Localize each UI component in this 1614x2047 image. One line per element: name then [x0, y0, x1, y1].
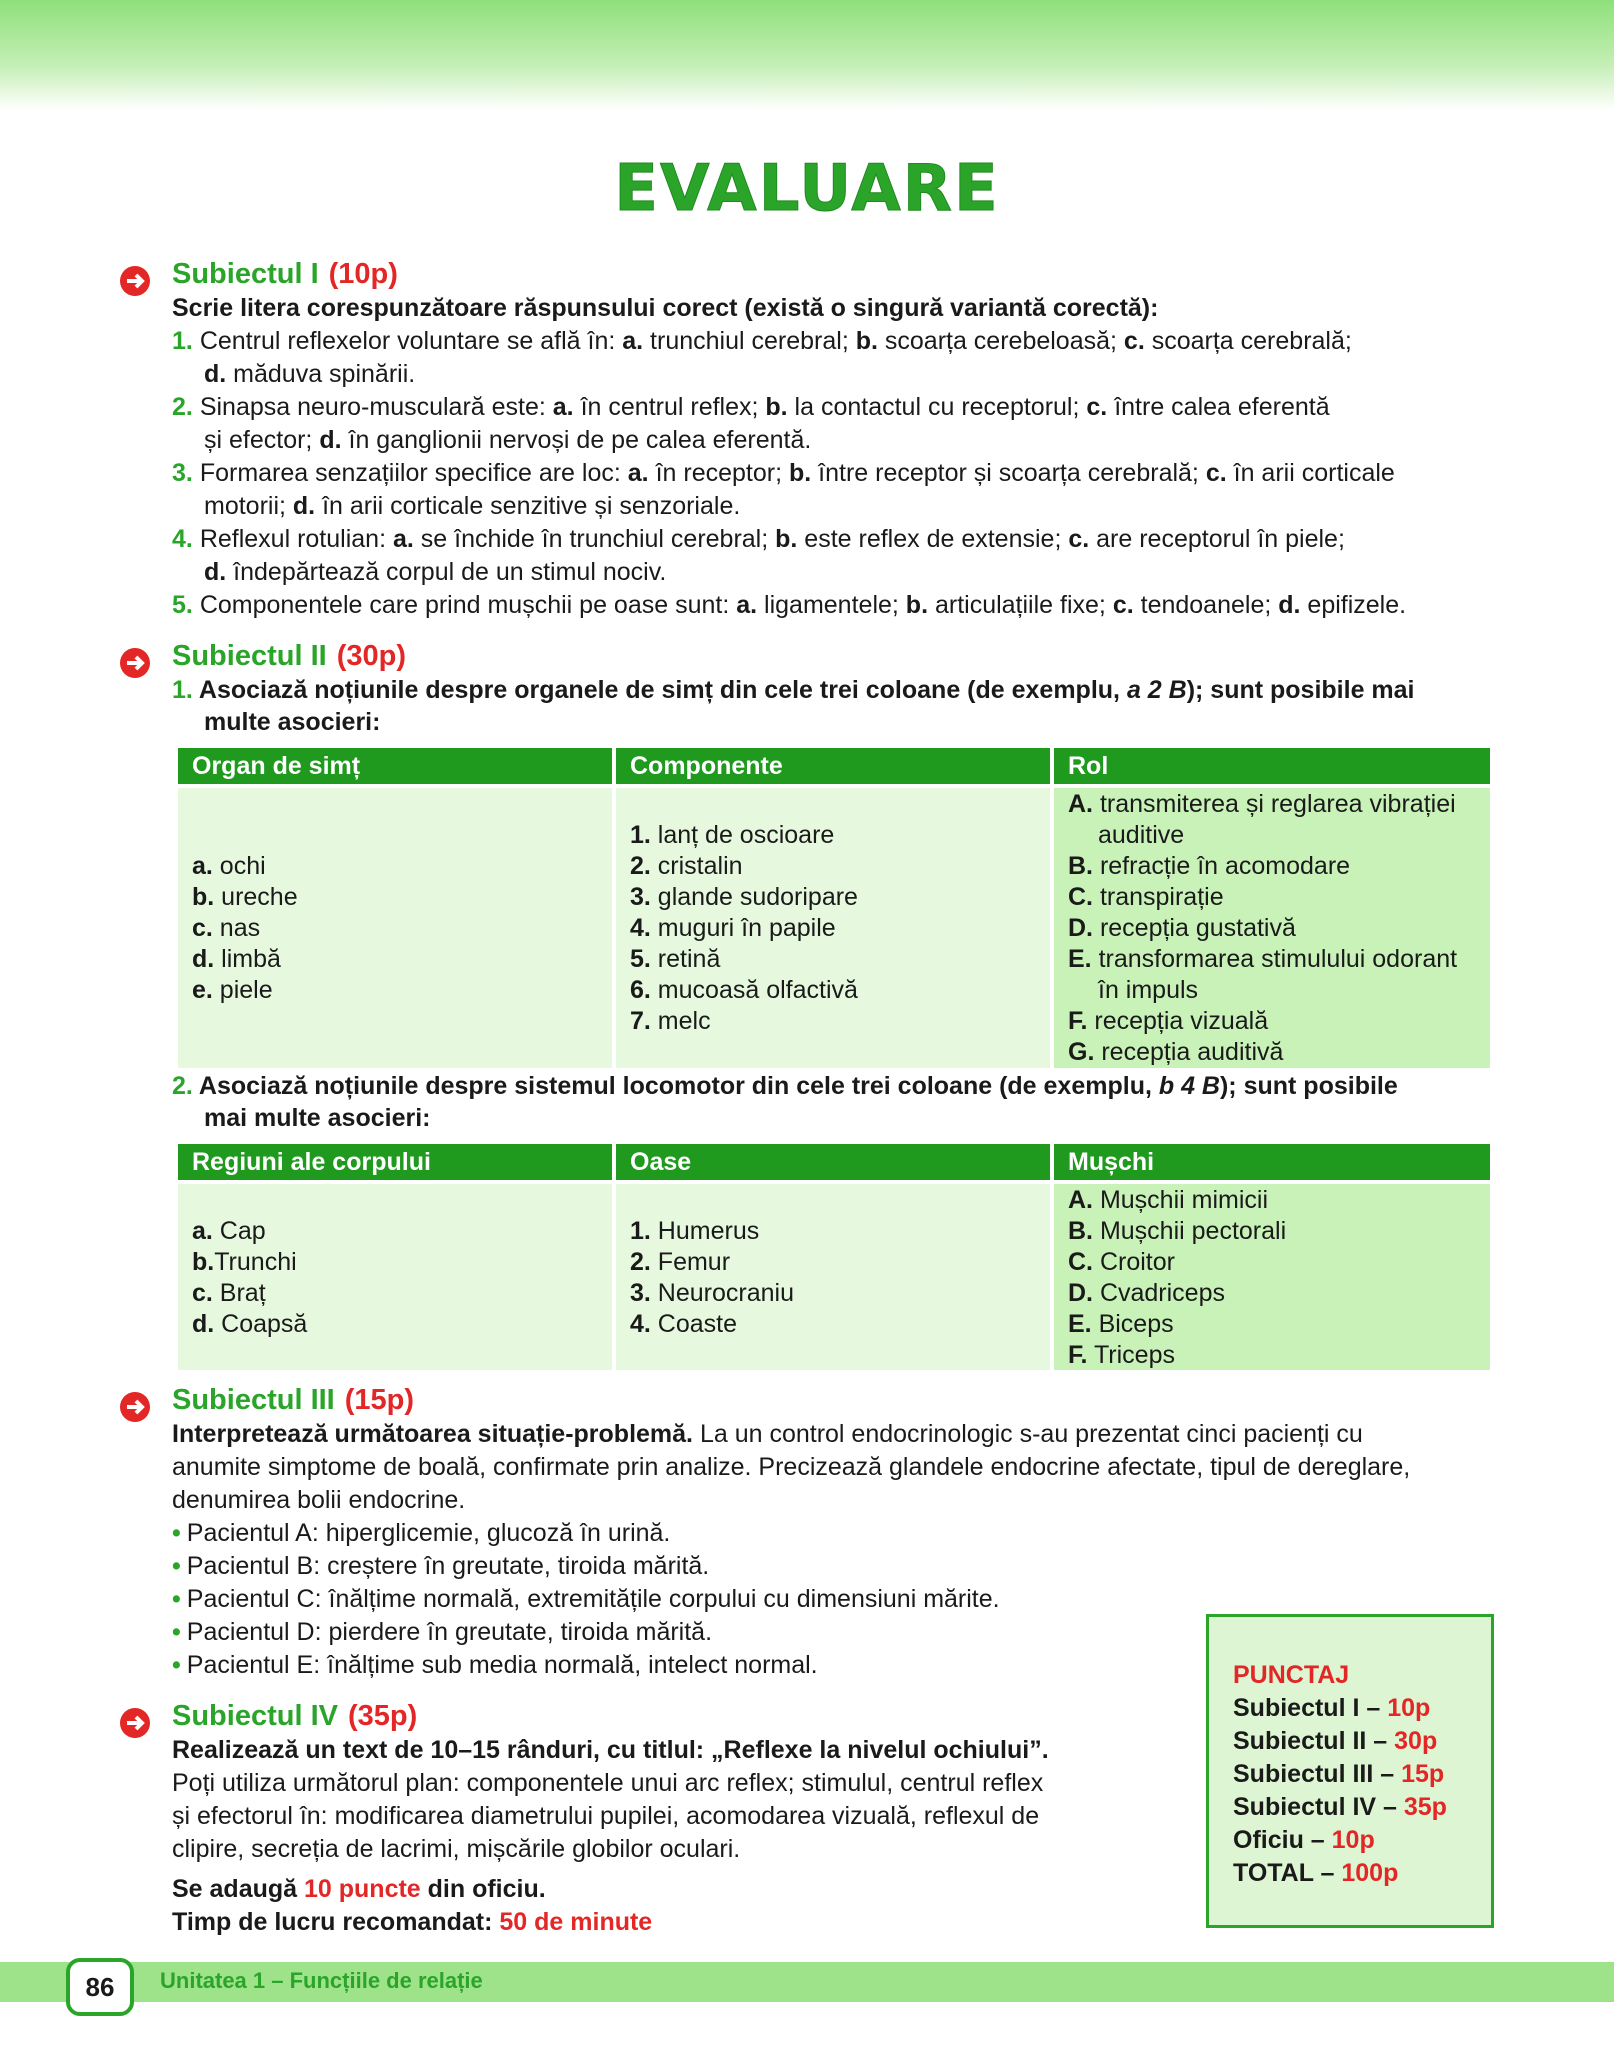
arrow-bullet-icon — [120, 266, 150, 296]
list-item: auditive — [1098, 821, 1185, 849]
page-title: EVALUARE — [614, 152, 1000, 226]
list-item: 7. melc — [630, 1007, 711, 1035]
question-5: 5. Componentele care prind mușchii pe oase sunt: a. ligamentele; b. articulațiile fixe; c. tendoanele; d. epifizele. — [172, 591, 1407, 619]
task-2-cont: mai multe asocieri: — [204, 1104, 431, 1132]
list-item: B. Mușchii pectorali — [1068, 1217, 1287, 1245]
section-heading: Subiectul IV (35p) — [172, 1700, 418, 1732]
list-item: c. Braț — [192, 1279, 266, 1307]
bullet-icon: • — [172, 1651, 181, 1679]
table-header: Regiuni ale corpului — [178, 1144, 612, 1180]
table-header: Rol — [1054, 748, 1490, 784]
list-item: A. transmiterea și reglarea vibrației — [1068, 790, 1456, 818]
list-item: a. Cap — [192, 1217, 266, 1245]
question-1: 1. Centrul reflexelor voluntare se află în: a. trunchiul cerebral; b. scoarța cerebeloasă; c. scoarța cerebrală; — [172, 327, 1352, 355]
bullet-icon: • — [172, 1618, 181, 1646]
time-note: Timp de lucru recomandat: 50 de minute — [172, 1908, 653, 1936]
punctaj-row: TOTAL – 100p — [1233, 1859, 1399, 1887]
bullet-icon: • — [172, 1552, 181, 1580]
table-cell — [178, 1184, 612, 1370]
list-item: E. transformarea stimulului odorant — [1068, 945, 1458, 973]
list-item: 5. retină — [630, 945, 721, 973]
table-header: Organ de simț — [178, 748, 612, 784]
list-item: F. Triceps — [1068, 1341, 1175, 1369]
section-subiectul-1 — [120, 258, 1500, 628]
list-item: 3. Neurocraniu — [630, 1279, 794, 1307]
question-4-cont: d. îndepărtează corpul de un stimul nociv. — [204, 558, 667, 586]
list-item: 2. Femur — [630, 1248, 731, 1276]
list-item: b.Trunchi — [192, 1248, 297, 1276]
arrow-bullet-icon — [120, 1708, 150, 1738]
table-header: Componente — [616, 748, 1050, 784]
list-item: D. Cvadriceps — [1068, 1279, 1225, 1307]
punctaj-row: Oficiu – 10p — [1233, 1826, 1375, 1854]
question-2: 2. Sinapsa neuro-musculară este: a. în centrul reflex; b. la contactul cu receptorul; c. între calea eferentă — [172, 393, 1330, 421]
section-subiectul-4 — [120, 1700, 1170, 1950]
section-subiectul-2 — [120, 640, 1500, 736]
list-item: C. transpirație — [1068, 883, 1224, 911]
task-2: 2. Asociază noțiunile despre sistemul locomotor din cele trei coloane (de exemplu, b 4 B); sunt posibile — [172, 1072, 1398, 1100]
punctaj-row: Subiectul IV – 35p — [1233, 1793, 1447, 1821]
question-3-cont: motorii; d. în arii corticale senzitive și senzoriale. — [204, 492, 741, 520]
list-item: • Pacientul A: hiperglicemie, glucoză în urină. — [172, 1519, 671, 1547]
punctaj-row: Subiectul I – 10p — [1233, 1694, 1431, 1722]
question-2-cont: și efector; d. în ganglionii nervoși de pe calea eferentă. — [204, 426, 812, 454]
task-1: 1. Asociază noțiunile despre organele de simț din cele trei coloane (de exemplu, a 2 B); sunt posibile mai — [172, 676, 1415, 704]
top-decorative-band — [0, 0, 1614, 110]
footer-unit-title: Unitatea 1 – Funcțiile de relație — [160, 1968, 483, 1993]
list-item: A. Mușchii mimicii — [1068, 1186, 1268, 1214]
list-item: d. Coapsă — [192, 1310, 308, 1338]
question-4: 4. Reflexul rotulian: a. se închide în trunchiul cerebral; b. este reflex de extensie; c. are receptorul în piele; — [172, 525, 1345, 553]
punctaj-box — [1206, 1614, 1494, 1928]
problem-text: Interpretează următoarea situație-problemă. La un control endocrinologic s-au prezentat cinci pacienți cu — [172, 1420, 1363, 1448]
essay-text: și efectorul în: modificarea diametrului pupilei, acomodarea vizuală, reflexul de — [172, 1802, 1040, 1830]
list-item: B. refracție în acomodare — [1068, 852, 1351, 880]
table-cell — [178, 788, 612, 1068]
list-item: c. nas — [192, 914, 261, 942]
list-item: b. ureche — [192, 883, 298, 911]
list-item: 3. glande sudoripare — [630, 883, 858, 911]
list-item: • Pacientul B: creștere în greutate, tiroida mărită. — [172, 1552, 710, 1580]
instruction-text: Scrie litera corespunzătoare răspunsului corect (există o singură variantă corectă): — [172, 294, 1159, 322]
list-item: a. ochi — [192, 852, 266, 880]
punctaj-row: Subiectul II – 30p — [1233, 1727, 1438, 1755]
list-item: D. recepția gustativă — [1068, 914, 1296, 942]
section-heading: Subiectul I (10p) — [172, 258, 398, 290]
page-number: 86 — [66, 1958, 134, 2016]
essay-instruction: Realizează un text de 10–15 rânduri, cu titlul: „Reflexe la nivelul ochiului”. — [172, 1736, 1049, 1764]
arrow-bullet-icon — [120, 648, 150, 678]
essay-text: Poți utiliza următorul plan: componentele unui arc reflex; stimulul, centrul reflex — [172, 1769, 1044, 1797]
section-heading: Subiectul II (30p) — [172, 640, 406, 672]
bullet-icon: • — [172, 1519, 181, 1547]
list-item: • Pacientul C: înălțime normală, extremitățile corpului cu dimensiuni mărite. — [172, 1585, 1000, 1613]
list-item: d. limbă — [192, 945, 281, 973]
essay-text: clipire, secreția de lacrimi, mișcările globilor oculari. — [172, 1835, 741, 1863]
question-3: 3. Formarea senzațiilor specifice are loc: a. în receptor; b. între receptor și scoarța cerebrală; c. în arii corticale — [172, 459, 1395, 487]
section-heading: Subiectul III (15p) — [172, 1384, 415, 1416]
table-cell — [616, 1184, 1050, 1370]
punctaj-row: Subiectul III – 15p — [1233, 1760, 1445, 1788]
table-cell — [616, 788, 1050, 1068]
list-item: 6. mucoasă olfactivă — [630, 976, 858, 1004]
table-cell — [1054, 788, 1490, 1068]
punctaj-title: PUNCTAJ — [1233, 1661, 1350, 1689]
list-item: E. Biceps — [1068, 1310, 1174, 1338]
list-item: • Pacientul D: pierdere în greutate, tiroida mărită. — [172, 1618, 713, 1646]
problem-text: denumirea bolii endocrine. — [172, 1486, 466, 1514]
table-cell — [1054, 1184, 1490, 1370]
question-1-cont: d. măduva spinării. — [204, 360, 416, 388]
list-item: în impuls — [1098, 976, 1199, 1004]
list-item: 4. muguri în papile — [630, 914, 836, 942]
list-item: G. recepția auditivă — [1068, 1038, 1284, 1066]
list-item: 2. cristalin — [630, 852, 743, 880]
list-item: 1. Humerus — [630, 1217, 760, 1245]
list-item: • Pacientul E: înălțime sub media normală, intelect normal. — [172, 1651, 818, 1679]
table-header: Oase — [616, 1144, 1050, 1180]
oficiu-note: Se adaugă 10 puncte din oficiu. — [172, 1875, 546, 1903]
problem-text: anumite simptome de boală, confirmate prin analize. Precizează glandele endocrine afectate, tipul de dereglare, — [172, 1453, 1411, 1481]
bullet-icon: • — [172, 1585, 181, 1613]
table-header: Mușchi — [1054, 1144, 1490, 1180]
table-organe-de-simt — [178, 748, 1490, 1068]
list-item: 1. lanț de oscioare — [630, 821, 835, 849]
list-item: 4. Coaste — [630, 1310, 738, 1338]
arrow-bullet-icon — [120, 1392, 150, 1422]
list-item: e. piele — [192, 976, 273, 1004]
task-1-cont: multe asocieri: — [204, 708, 381, 736]
list-item: F. recepția vizuală — [1068, 1007, 1269, 1035]
table-sistem-locomotor — [178, 1144, 1490, 1370]
list-item: C. Croitor — [1068, 1248, 1175, 1276]
